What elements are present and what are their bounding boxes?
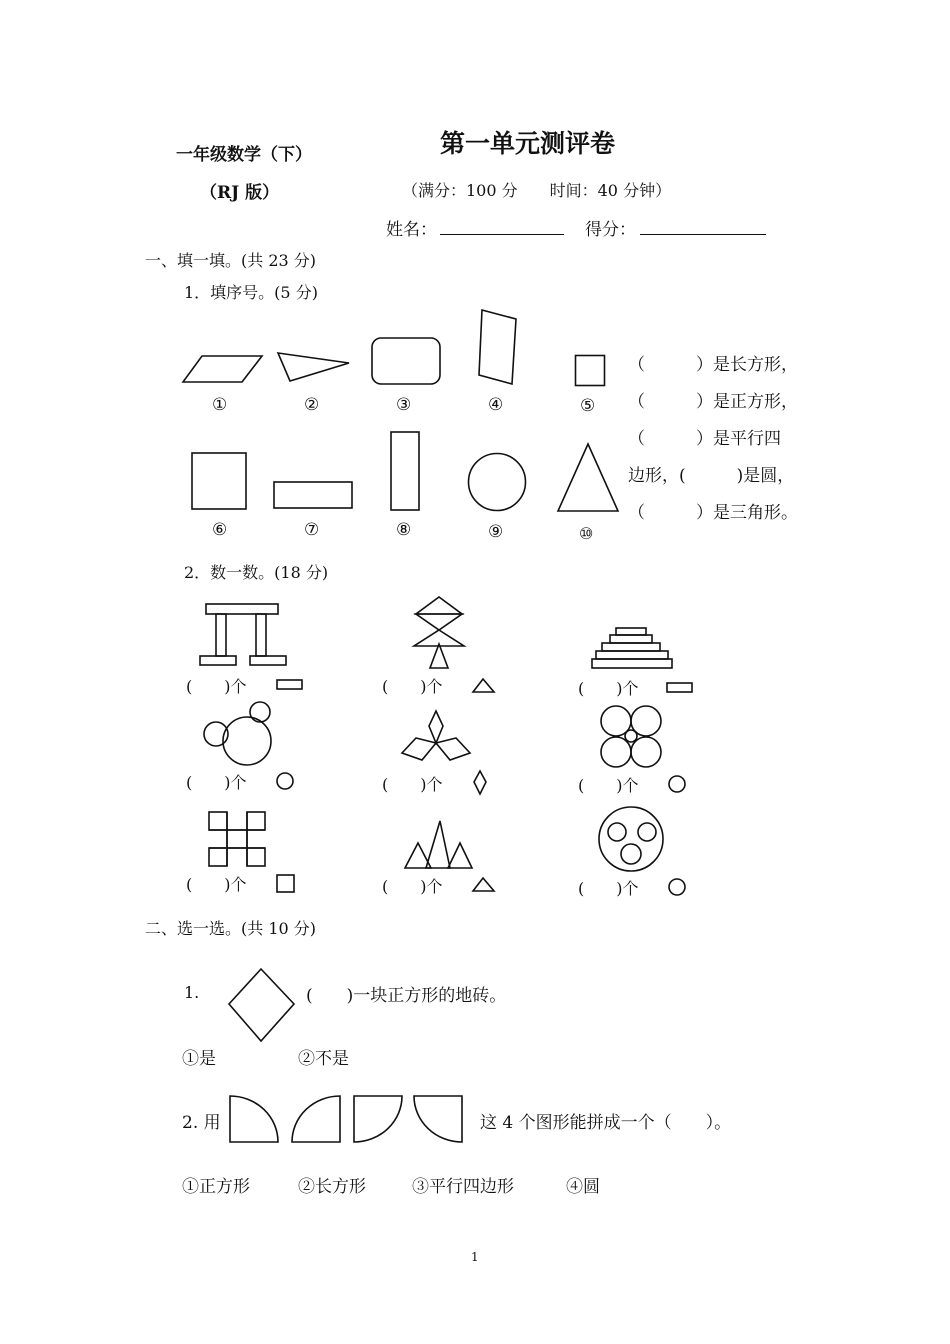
- count-label-7[interactable]: ( )个: [186, 875, 247, 894]
- answer-line-parallelogram[interactable]: （ ）是平行四: [628, 429, 781, 449]
- count-label-1[interactable]: ( )个: [186, 677, 247, 696]
- score-label: 得分：: [585, 220, 636, 240]
- circles-in-circle-figure: [596, 804, 666, 874]
- count-label-2[interactable]: ( )个: [382, 677, 443, 696]
- diamond-tile-figure: [226, 966, 298, 1046]
- option-2-2-b[interactable]: ②长方形: [298, 1177, 366, 1197]
- option-2-2-d[interactable]: ④圆: [566, 1177, 600, 1197]
- answer-line-square[interactable]: （ ）是正方形，: [628, 392, 798, 412]
- shape-number-5: ⑤: [580, 396, 596, 416]
- shape-number-2: ②: [304, 395, 320, 415]
- count-label-5[interactable]: ( )个: [382, 775, 443, 794]
- triangle-icon: [472, 877, 496, 893]
- name-field[interactable]: [440, 234, 564, 235]
- rounded-rectangle-shape: [370, 336, 442, 386]
- circle-icon: [276, 772, 296, 792]
- option-2-2-a[interactable]: ①正方形: [182, 1177, 250, 1197]
- count-label-3[interactable]: ( )个: [578, 679, 639, 698]
- square-icon: [276, 874, 296, 894]
- circle-flower-figure: [598, 703, 664, 771]
- shape-number-1: ①: [212, 395, 228, 415]
- option-2-2-c[interactable]: ③平行四边形: [412, 1177, 514, 1197]
- rhombus-flower-figure: [400, 708, 472, 770]
- shape-number-4: ④: [488, 395, 504, 415]
- rectangle-stack-figure: [590, 625, 680, 671]
- rectangle-icon: [276, 679, 304, 691]
- shape-number-6: ⑥: [212, 520, 228, 540]
- small-square-shape: [574, 354, 606, 387]
- count-label-6[interactable]: ( )个: [578, 776, 639, 795]
- page-title: 第一单元测评卷: [440, 129, 616, 158]
- quarter-circle-2-figure: [290, 1094, 344, 1146]
- shape-number-3: ③: [396, 395, 412, 415]
- shape-number-10: ⑩: [579, 524, 594, 543]
- edition-label: （RJ 版）: [200, 183, 280, 203]
- count-label-8[interactable]: ( )个: [382, 877, 443, 896]
- answer-line-triangle[interactable]: （ ）是三角形。: [628, 503, 798, 523]
- count-label-9[interactable]: ( )个: [578, 879, 639, 898]
- square-grid-figure: [206, 810, 268, 870]
- triangle-shape: [276, 350, 352, 384]
- question-2-2-prefix: 2. 用: [182, 1113, 221, 1133]
- answer-line-rectangle[interactable]: （ ）是长方形，: [628, 355, 798, 375]
- parallelogram-shape: [180, 350, 265, 385]
- circle-icon: [668, 878, 688, 898]
- triangle-icon: [472, 678, 496, 694]
- tall-rectangle-shape: [388, 430, 422, 512]
- circle-shape: [466, 451, 528, 513]
- answer-line-circle[interactable]: 边形，( )是圆，: [628, 466, 795, 486]
- rhombus-icon: [474, 770, 488, 796]
- grade-label: 一年级数学（下）: [176, 145, 312, 165]
- large-triangle-shape: [556, 442, 620, 514]
- circle-icon: [668, 775, 688, 795]
- long-rectangle-shape: [272, 480, 354, 510]
- quarter-circle-4-figure: [412, 1094, 466, 1146]
- quarter-circle-3-figure: [352, 1094, 406, 1146]
- section-1-title: 一、填一填。(共 23 分): [145, 251, 317, 270]
- shape-number-7: ⑦: [304, 520, 320, 540]
- name-label: 姓名：: [386, 220, 437, 240]
- shape-number-9: ⑨: [488, 522, 504, 542]
- section-2-title: 二、选一选。(共 10 分): [145, 919, 317, 938]
- large-square-shape: [190, 451, 248, 511]
- table-of-rectangles-figure: [196, 600, 292, 670]
- question-2-1-text: ( )一块正方形的地砖。: [306, 986, 507, 1006]
- option-2-1-b[interactable]: ②不是: [298, 1049, 349, 1069]
- exam-meta: （满分：100 分 时间：40 分钟）: [402, 181, 672, 200]
- page-number: 1: [471, 1250, 479, 1264]
- shape-number-8: ⑧: [396, 520, 412, 540]
- score-field[interactable]: [640, 234, 766, 235]
- triangle-tree-figure: [408, 594, 470, 670]
- quarter-circle-1-figure: [228, 1094, 282, 1146]
- parallelogram-tall-shape: [478, 307, 520, 387]
- count-label-4[interactable]: ( )个: [186, 773, 247, 792]
- question-1-1-title: 1．填序号。(5 分): [184, 283, 318, 302]
- circle-cluster-figure: [200, 700, 280, 768]
- option-2-1-a[interactable]: ①是: [182, 1049, 216, 1069]
- question-1-2-title: 2．数一数。(18 分): [184, 563, 329, 582]
- question-2-2-text: 这 4 个图形能拼成一个（ ）。: [480, 1113, 732, 1133]
- rectangle-icon: [666, 682, 694, 694]
- mountain-triangles-figure: [400, 818, 476, 870]
- question-2-1-number: 1.: [184, 983, 200, 1002]
